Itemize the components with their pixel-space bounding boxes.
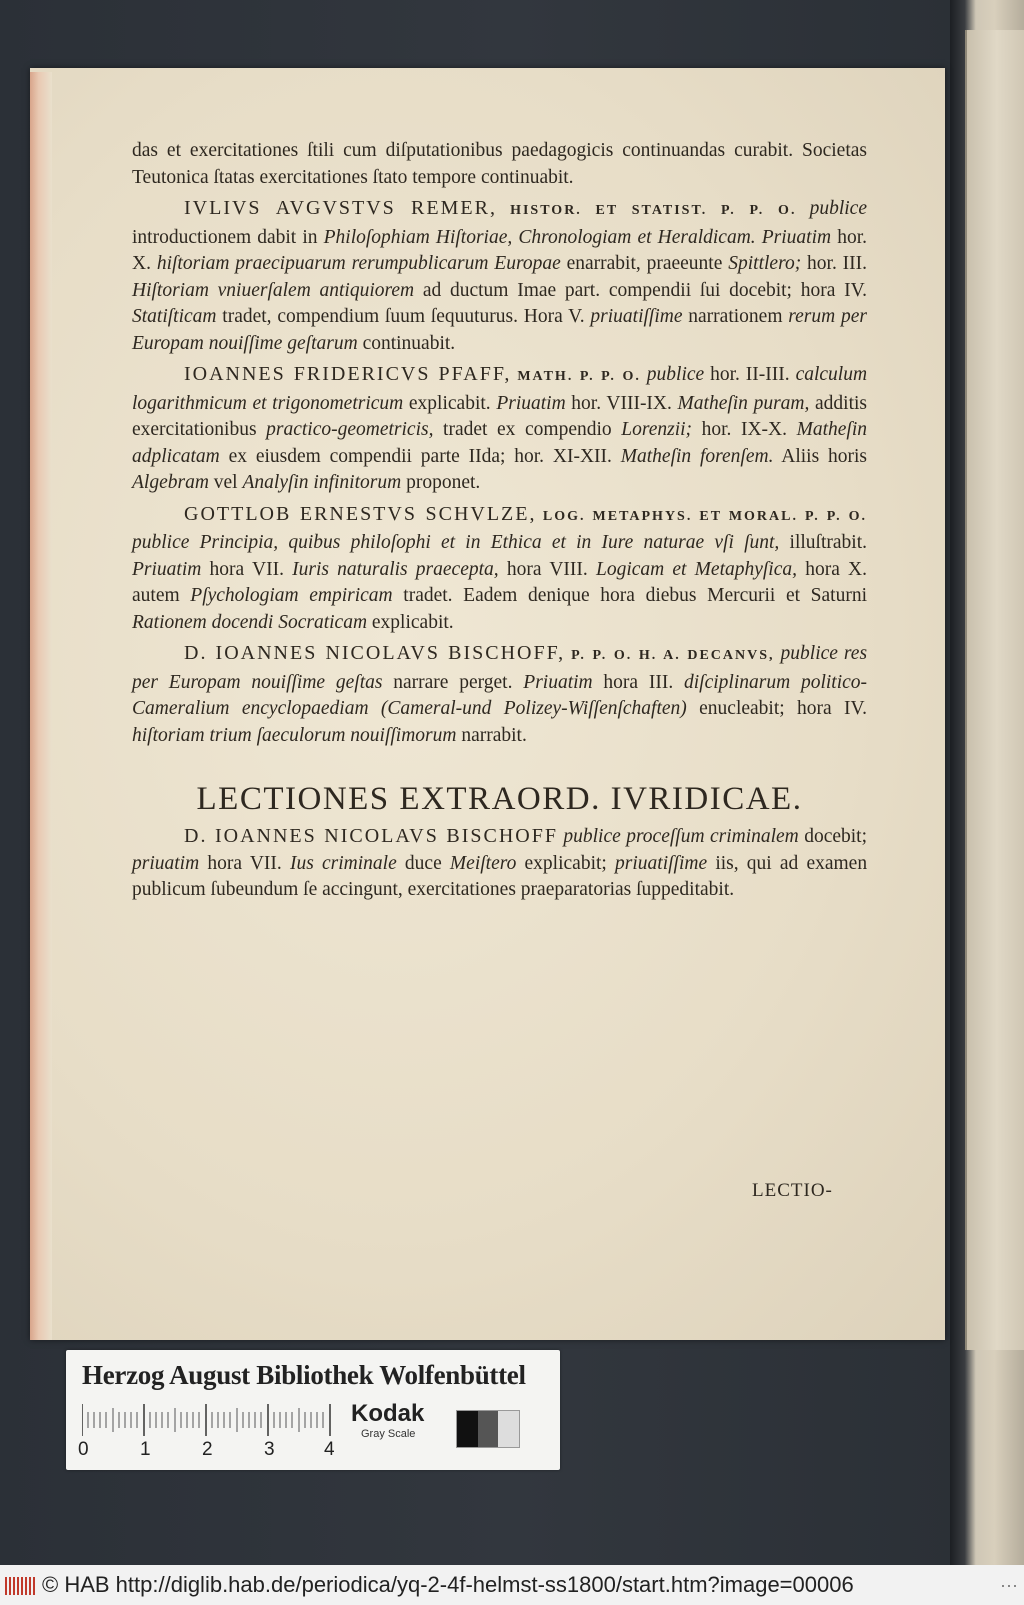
text-span: tradet ex compendio [443, 419, 612, 440]
text-span: hiſtoriam praecipuarum rerumpublicarum Europae [156, 253, 561, 274]
ruler-number: 4 [324, 1439, 335, 1460]
text-span: iis, qui ad examen publicum ſubeundum ſe accingunt, exercitationes praeparatorias ſuppeditabit. [132, 852, 868, 900]
paragraph-bischoff-extra [132, 823, 867, 904]
text-span: Priuatim [523, 671, 593, 693]
text-span: explicabit; [524, 852, 607, 874]
text-span: rerum per Europam nouiſſime geſtarum [132, 306, 867, 354]
text-span: Rationem docendi Socraticam [132, 611, 368, 633]
text-span: vel [213, 472, 238, 493]
text-span: priuatiſſime [590, 306, 683, 327]
text-span: illuſtrabit. [789, 532, 867, 553]
text-span: continuabit. [362, 332, 456, 354]
text-span: tradet, compendium ſuum ſequuturus. Hora V. [222, 306, 585, 327]
professor-title: P. P. O. H. A. DECANVS, [571, 648, 775, 663]
text-span: priuatim [132, 852, 200, 874]
text-span: proponet. [406, 472, 481, 493]
text-span: narrare perget. [393, 671, 513, 693]
text-span: Matheſin adplicatam [132, 419, 867, 467]
text-span: Algebram [132, 472, 209, 493]
text-span: Logicam et Metaphyſica, [595, 558, 798, 580]
page-text [132, 138, 867, 908]
paragraph-schulze [132, 501, 867, 637]
text-span: Matheſin puram, [677, 392, 810, 414]
text-span: duce [404, 852, 442, 874]
text-span: hora X. autem [132, 558, 867, 606]
text-span: Analyſin infinitorum [242, 472, 402, 493]
text-span: Pſychologiam empiricam [190, 585, 393, 606]
paragraph-remer [132, 195, 867, 357]
text-span: Aliis horis [781, 445, 867, 467]
hab-logo-icon [4, 1575, 40, 1597]
text-span: Spittlero; [728, 253, 802, 274]
kodak-gray-scale-label: Gray Scale [361, 1428, 416, 1440]
professor-name: IVLIVS AVGVSTVS REMER, [184, 197, 497, 219]
text-span: publice [646, 364, 705, 385]
text-span: additis exercitationibus [132, 392, 868, 440]
professor-name: GOTTLOB ERNESTVS SCHVLZE, [184, 502, 537, 525]
text-span: explicabit. [408, 392, 491, 414]
section-heading: LECTIONES EXTRAORD. IVRIDICAE. [196, 781, 803, 817]
text-span: Iuris naturalis praecepta, [292, 558, 499, 580]
professor-name: D. IOANNES NICOLAVS BISCHOFF, [184, 642, 566, 664]
text-span: publice Principia, quibus philoſophi et in Ethica et in Iure naturae vſi ſunt, [132, 532, 780, 553]
text-span: diſciplinarum politico-Cameralium encyclopaediam (Cameral-und Polizey-Wiſſenſchaften) [132, 671, 868, 719]
text-span: Meiſtero [449, 852, 517, 874]
text-span: Philoſophiam Hiſtoriae, Chronologiam et Heraldicam. Priuatim [323, 226, 832, 248]
text-span: calculum logarithmicum et trigonometricum [132, 364, 868, 414]
ruler-number: 2 [202, 1439, 213, 1460]
text-span: publice proceſſum criminalem [563, 826, 799, 847]
text-span: publice [809, 198, 867, 219]
text-span: Statiſticam [132, 306, 217, 327]
footer-bar [0, 1565, 1024, 1605]
text-span: priuatiſſime [615, 852, 708, 874]
text-span: Matheſin forenſem. [620, 445, 774, 467]
ruler-number: 1 [140, 1439, 151, 1460]
text-span: hora VII. [209, 558, 284, 580]
ruler-numbers [76, 1439, 336, 1463]
gray-patch [478, 1411, 499, 1447]
text-span: hora VIII. [506, 558, 588, 580]
copyright-url[interactable]: © HAB http://diglib.hab.de/periodica/yq-2-4f-helmst-ss1800/start.htm?image=00006 [42, 1572, 854, 1597]
text-span: Priuatim [496, 392, 566, 414]
text-span: enucleabit; hora IV. [699, 698, 867, 719]
text-span: das et exercitationes ſtili cum diſputationibus paedagogicis continuandas curabit. Societas Teutonica ſtatas exercitationes ſtato tempore continuabit. [132, 140, 867, 188]
ruler-scale [82, 1402, 332, 1438]
professor-name: IOANNES FRIDERICVS PFAFF, [184, 363, 512, 385]
library-label-card [66, 1350, 560, 1470]
gray-scale-patches [456, 1410, 520, 1448]
professor-title: HISTOR. ET STATIST. P. P. O. [510, 203, 797, 218]
text-span: ex eiusdem compendii parte IIda; hor. XI-XII. [228, 445, 612, 467]
text-span: hor. III. [807, 253, 868, 274]
kodak-logo: Kodak [351, 1400, 425, 1427]
gray-patch [457, 1411, 478, 1447]
text-span: practico-geometricis, [266, 419, 434, 440]
text-span: Ius criminale [289, 852, 397, 874]
text-span: hor. II-III. [710, 364, 790, 385]
text-span: Lorenzii; [621, 419, 693, 440]
ruler-number: 3 [264, 1439, 275, 1460]
ruler-number: 0 [78, 1439, 89, 1460]
text-span: introductionem dabit in [132, 226, 318, 248]
catchword: LECTIO- [752, 1180, 833, 1201]
text-span: Hiſtoriam vniuerſalem antiquiorem [132, 279, 415, 301]
text-span: narrabit. [461, 724, 527, 746]
adjacent-page-edge [965, 30, 1024, 1350]
gray-patch [498, 1411, 519, 1447]
text-span: enarrabit, praeeunte [566, 253, 723, 274]
paragraph-pfaff [132, 361, 867, 497]
page-left-edge [30, 72, 52, 1340]
text-span: hora III. [603, 671, 674, 693]
professor-title: MATH. P. P. O. [517, 369, 641, 384]
text-span: explicabit. [371, 611, 454, 633]
more-icon[interactable]: ··· [1000, 1575, 1018, 1595]
text-span: hiſtoriam trium ſaeculorum nouiſſimorum [132, 724, 457, 746]
text-span: hor. IX-X. [701, 419, 788, 440]
paragraph-intro [132, 138, 867, 191]
text-span: hora VII. [207, 852, 282, 874]
text-span: Priuatim [132, 558, 202, 580]
text-span: narrationem [688, 306, 783, 327]
text-span: publice res per Europam nouiſſime geſtas [132, 643, 868, 693]
text-span: hor. X. [132, 226, 868, 274]
text-span: hor. VIII-IX. [571, 392, 672, 414]
text-span: ad ductum Imae part. compendii ſui docebit; hora IV. [422, 279, 868, 301]
text-span: tradet. Eadem denique hora diebus Mercurii et Saturni [403, 585, 868, 606]
text-span: docebit; [804, 826, 868, 847]
paragraph-bischoff [132, 640, 867, 749]
professor-name: D. IOANNES NICOLAVS BISCHOFF [184, 825, 558, 847]
library-name: Herzog August Bibliothek Wolfenbüttel [82, 1360, 526, 1390]
professor-title: LOG. METAPHYS. ET MORAL. P. P. O. [542, 508, 867, 524]
